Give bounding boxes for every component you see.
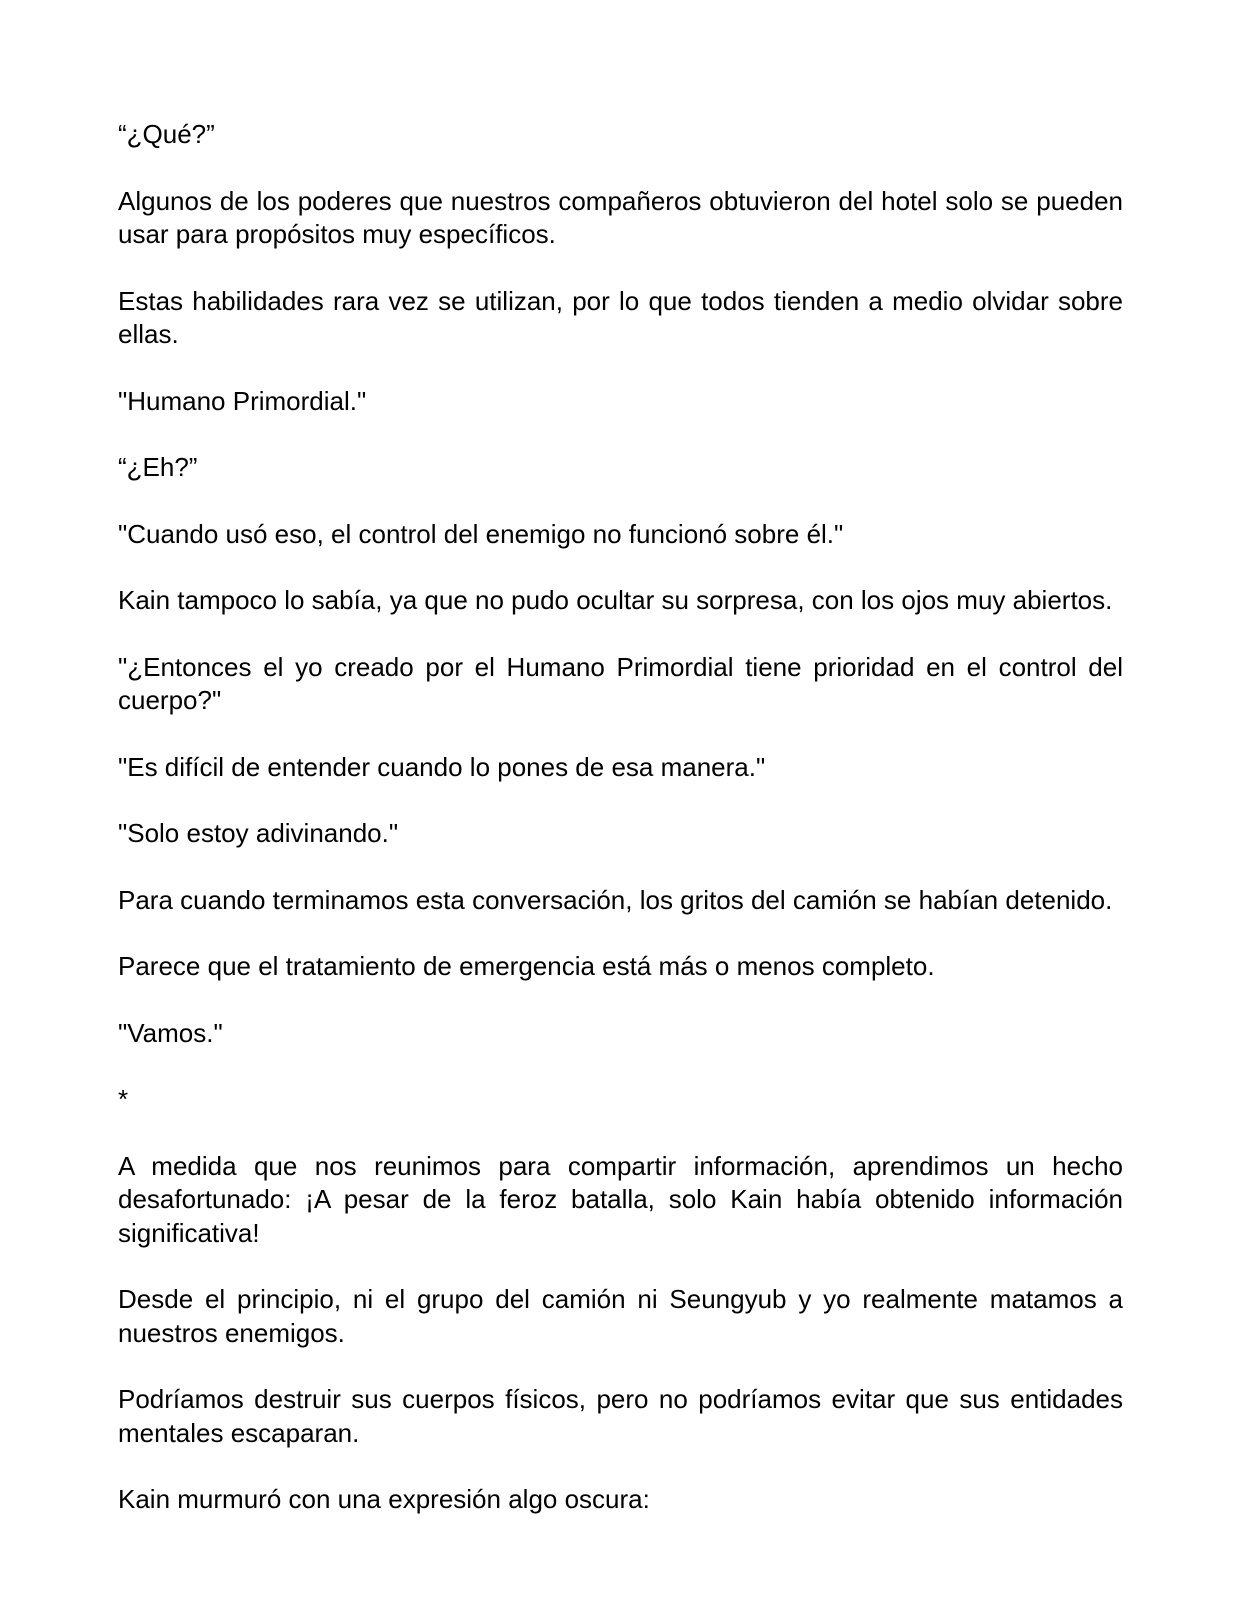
paragraph-5: “¿Eh?” [118,452,198,482]
paragraph-3: Estas habilidades rara vez se utilizan, por lo que todos tienden a medio olvidar sobre ellas. [118,285,1123,349]
paragraph-11: Para cuando terminamos esta conversación, los gritos del camión se habían detenido. [118,884,1113,915]
document-page [118,118,1123,1517]
paragraph-12: Parece que el tratamiento de emergencia está más o menos completo. [118,951,935,981]
scene-break: * [118,1084,129,1114]
paragraph-15: A medida que nos reunimos para compartir información, aprendimos un hecho desafortunado: ¡A pesar de la feroz batalla, solo Kain había obtenido información significativa! [118,1150,1123,1248]
paragraph-4: "Humano Primordial." [118,385,367,416]
paragraph-8: "¿Entonces el yo creado por el Humano Primordial tiene prioridad en el control del cuerpo?" [118,651,1123,715]
paragraph-7: Kain tampoco lo sabía, ya que no pudo ocultar su sorpresa, con los ojos muy abiertos. [118,585,1113,615]
paragraph-1: “¿Qué?” [118,119,215,149]
paragraph-2: Algunos de los poderes que nuestros compañeros obtuvieron del hotel solo se pueden usar para propósitos muy específicos. [118,185,1123,249]
paragraph-13: "Vamos." [118,1017,223,1048]
paragraph-18: Kain murmuró con una expresión algo oscura: [118,1484,650,1514]
paragraph-9: "Es difícil de entender cuando lo pones de esa manera." [118,751,766,782]
paragraph-6: "Cuando usó eso, el control del enemigo no funcionó sobre él." [118,518,844,549]
paragraph-16: Desde el principio, ni el grupo del camión ni Seungyub y yo realmente matamos a nuestros enemigos. [118,1284,1123,1348]
paragraph-17: Podríamos destruir sus cuerpos físicos, pero no podríamos evitar que sus entidades mentales escaparan. [118,1384,1123,1448]
paragraph-10: "Solo estoy adivinando." [118,818,399,848]
